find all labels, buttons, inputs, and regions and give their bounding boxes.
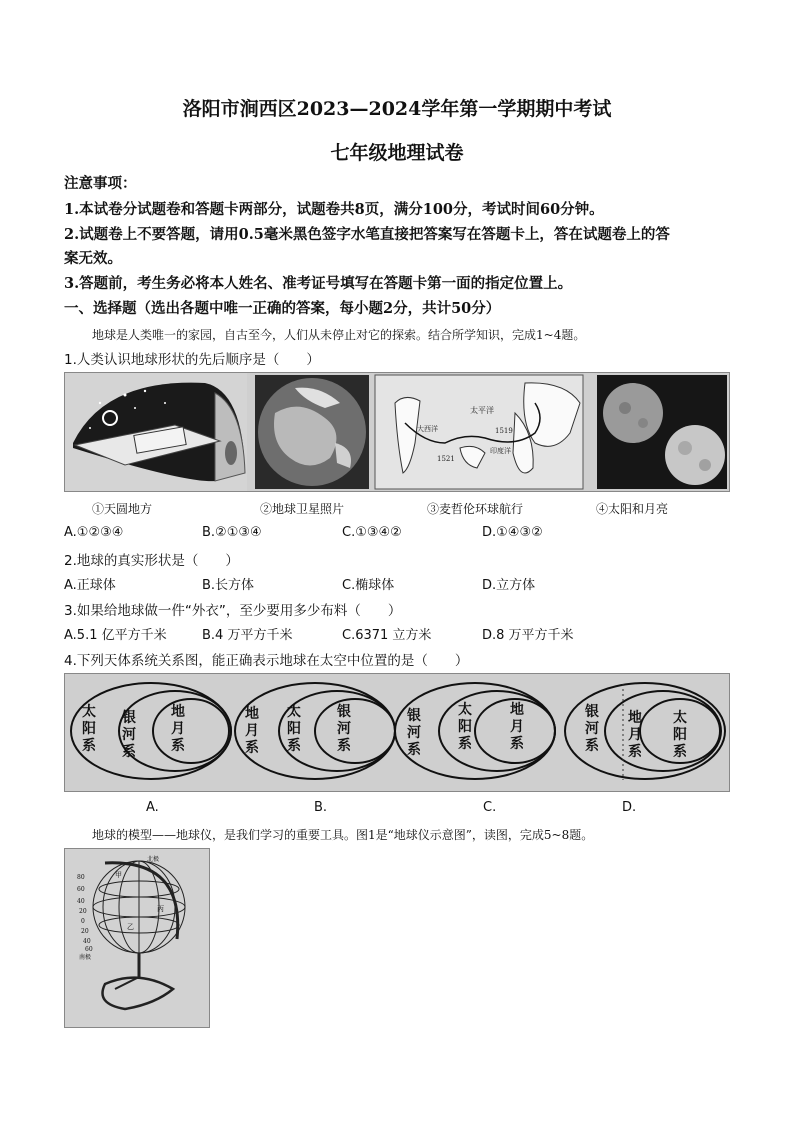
q3-option-a[interactable]: A.5.1 亿平方千米 [64, 628, 167, 643]
diagram-a-label-2: 银河系 [122, 710, 136, 760]
question-4-figure [64, 673, 730, 792]
figure-caption-1: ①天圆地方 [92, 502, 153, 516]
figure-caption-2: ②地球卫星照片 [260, 502, 345, 516]
map-label: 大西洋 [417, 425, 438, 433]
exam-title: 洛阳市涧西区2023—2024学年第一学期期中考试 [182, 98, 612, 120]
map-label: 1521 [437, 455, 455, 463]
notes-heading: 注意事项： [64, 175, 137, 192]
globe-label: 北极 [147, 856, 160, 863]
q4-option-b[interactable]: B. [314, 800, 328, 815]
globe-label: 80 [77, 874, 85, 881]
section-heading: 一、选择题（选出各题中唯一正确的答案，每小题2分，共计50分） [64, 300, 501, 317]
intro-passage-1: 地球是人类唯一的家园，自古至今，人们从未停止对它的探索。结合所学知识，完成1~4题。 [92, 328, 586, 342]
map-label: 1519 [495, 427, 513, 435]
note-item-2-cont: 案无效。 [64, 250, 122, 267]
question-1-figure [64, 372, 730, 492]
figure-caption-3: ③麦哲伦环球航行 [427, 502, 524, 516]
diagram-d-label-2: 地月系 [628, 710, 642, 760]
globe-figure [64, 848, 210, 1028]
q3-option-c[interactable]: C.6371 立方米 [342, 628, 432, 643]
diagram-b-label-2: 太阳系 [287, 704, 301, 754]
q4-option-c[interactable]: C. [483, 800, 497, 815]
q2-option-a[interactable]: A.正球体 [64, 578, 116, 593]
intro-passage-2: 地球的模型——地球仪，是我们学习的重要工具。图1是“地球仪示意图”，读图，完成5~8题。 [92, 828, 594, 842]
q1-option-d[interactable]: D.①④③② [482, 525, 543, 540]
q4-option-a[interactable]: A. [146, 800, 159, 815]
diagram-c-label-1: 银河系 [407, 708, 421, 758]
question-4-stem: 4.下列天体系统关系图，能正确表示地球在太空中位置的是（ ） [64, 653, 469, 669]
diagram-a-label-3: 地月系 [171, 704, 185, 754]
globe-label: 40 [83, 938, 91, 945]
map-label: 印度洋 [490, 447, 511, 455]
exam-subtitle: 七年级地理试卷 [330, 142, 464, 164]
globe-label: 60 [85, 946, 93, 953]
diagram-d-label-3: 太阳系 [673, 710, 687, 760]
globe-label: 40 [77, 898, 85, 905]
q2-option-c[interactable]: C.椭球体 [342, 578, 395, 593]
globe-label: 南极 [79, 954, 92, 961]
globe-label: 60 [77, 886, 85, 893]
q1-option-a[interactable]: A.①②③④ [64, 525, 124, 540]
q1-option-c[interactable]: C.①③④② [342, 525, 402, 540]
note-item-1: 1.本试卷分试题卷和答题卡两部分，试题卷共8页，满分100分，考试时间60分钟。 [64, 201, 604, 218]
diagram-b-label-3: 银河系 [337, 704, 351, 754]
question-2-stem: 2.地球的真实形状是（ ） [64, 553, 239, 569]
q4-option-d[interactable]: D. [622, 800, 637, 815]
globe-label: 0 [81, 918, 85, 925]
globe-label: 丙 [157, 905, 164, 913]
globe-label: 乙 [127, 923, 134, 931]
globe-label: 甲 [115, 871, 122, 879]
diagram-b-label-1: 地月系 [245, 706, 259, 756]
q3-option-d[interactable]: D.8 万平方千米 [482, 628, 574, 643]
figure-caption-4: ④太阳和月亮 [596, 502, 669, 516]
diagram-c-label-3: 地月系 [510, 702, 524, 752]
diagram-c-label-2: 太阳系 [458, 702, 472, 752]
diagram-a-label-1: 太阳系 [82, 704, 96, 754]
diagram-d-label-1: 银河系 [585, 704, 599, 754]
note-item-2: 2.试题卷上不要答题，请用0.5毫米黑色签字水笔直接把答案写在答题卡上，答在试题卷上的答 [64, 226, 670, 243]
q2-option-d[interactable]: D.立方体 [482, 578, 536, 593]
question-1-stem: 1.人类认识地球形状的先后顺序是（ ） [64, 352, 320, 368]
question-3-stem: 3.如果给地球做一件“外衣”，至少要用多少布料（ ） [64, 603, 402, 619]
globe-icon [65, 849, 209, 1027]
map-label: 太平洋 [470, 406, 494, 415]
note-item-3: 3.答题前，考生务必将本人姓名、准考证号填写在答题卡第一面的指定位置上。 [64, 275, 573, 292]
q1-option-b[interactable]: B.②①③④ [202, 525, 262, 540]
q2-option-b[interactable]: B.长方体 [202, 578, 255, 593]
globe-label: 20 [81, 928, 89, 935]
question-1-figure-art [65, 373, 729, 491]
q3-option-b[interactable]: B.4 万平方千米 [202, 628, 293, 643]
globe-label: 20 [79, 908, 87, 915]
